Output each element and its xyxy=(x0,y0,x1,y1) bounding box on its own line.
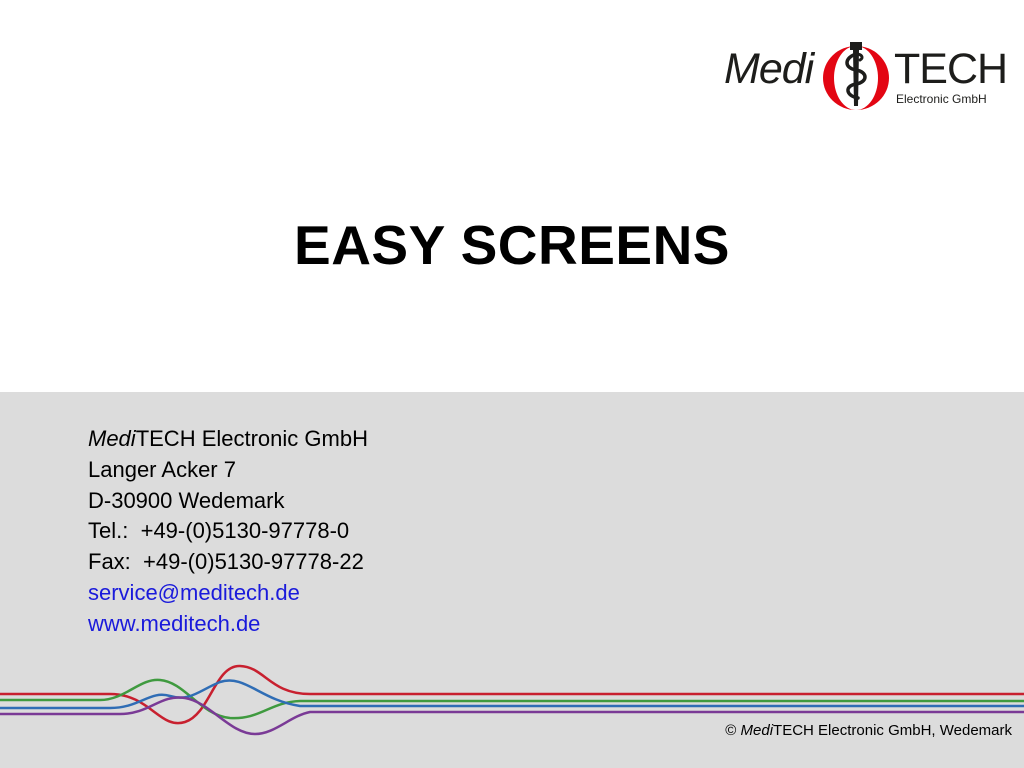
company-name-medi: Medi xyxy=(88,426,136,451)
wave-red xyxy=(0,666,1024,723)
copyright-footer xyxy=(725,722,1012,740)
company-logo xyxy=(722,40,1008,112)
fax-label: Fax: xyxy=(88,549,131,575)
city-address: D-30900 Wedemark xyxy=(88,487,285,513)
caduceus-emblem-icon xyxy=(820,40,892,112)
email-link[interactable]: service@meditech.de xyxy=(88,579,300,605)
fax-number: +49-(0)5130-97778-22 xyxy=(143,549,364,575)
website-link[interactable]: www.meditech.de xyxy=(88,610,261,636)
phone-number: +49-(0)5130-97778-0 xyxy=(140,518,350,544)
logo-tech-text: TECH xyxy=(894,45,1008,93)
company-name xyxy=(88,424,368,455)
phone-label: Tel.: xyxy=(88,518,129,544)
company-name-rest: TECH Electronic GmbH xyxy=(135,426,368,451)
contact-block xyxy=(88,424,368,640)
footer-rest: TECH Electronic GmbH, Wedemark xyxy=(773,722,1012,739)
fax-line xyxy=(88,547,368,578)
logo-subline: Electronic GmbH xyxy=(896,92,987,106)
footer-medi: Medi xyxy=(740,722,774,739)
street-address: Langer Acker 7 xyxy=(88,456,236,482)
page-title: EASY SCREENS xyxy=(294,214,730,276)
phone-line xyxy=(88,516,368,547)
logo-medi-text: Medi xyxy=(724,45,814,93)
copyright-symbol: © xyxy=(725,722,737,739)
